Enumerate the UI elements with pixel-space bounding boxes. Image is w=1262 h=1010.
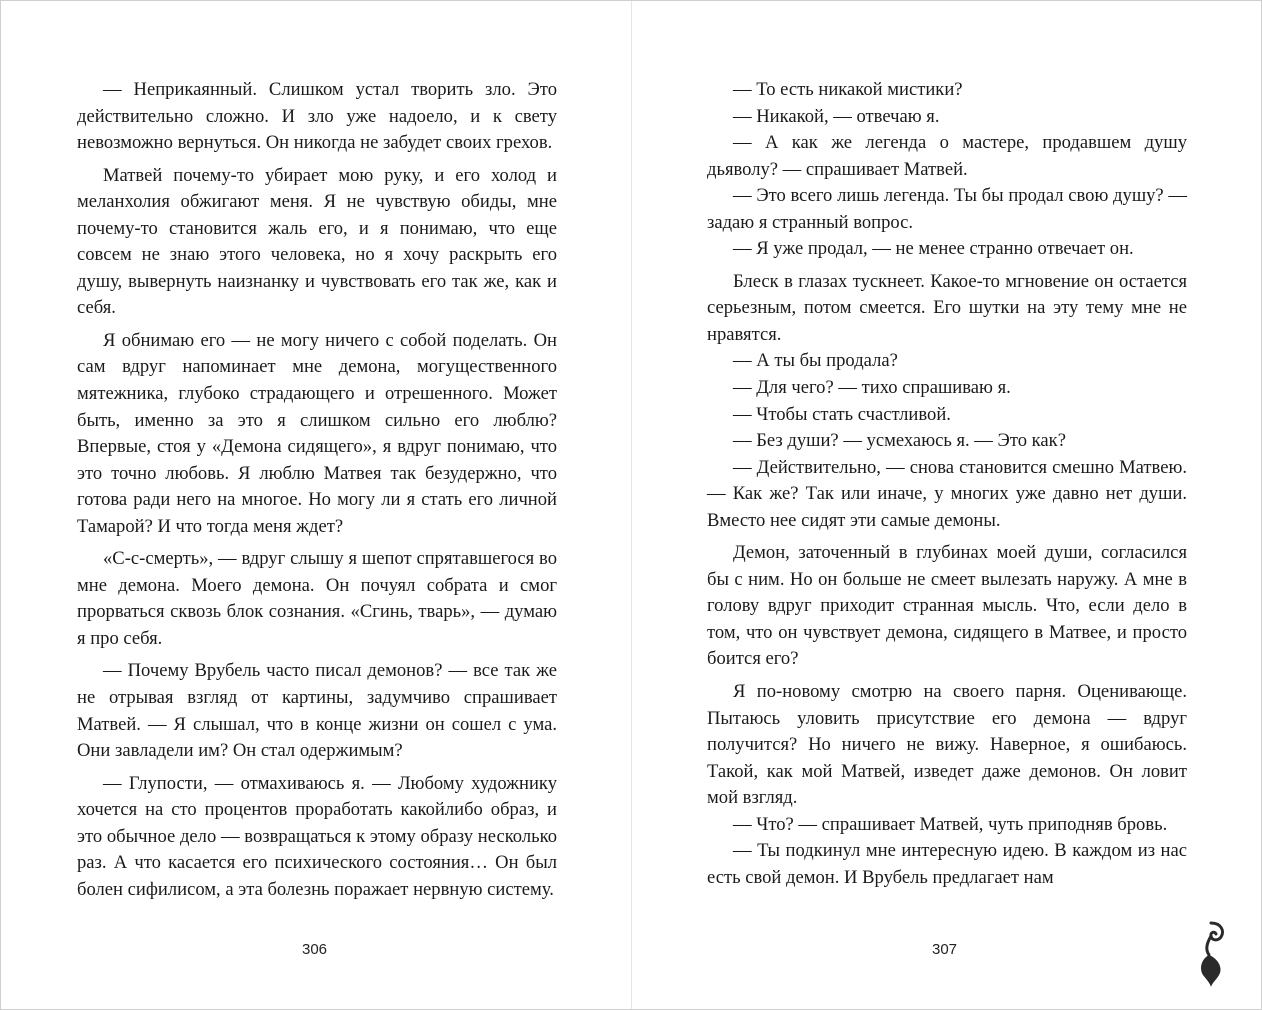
right-page-text bbox=[707, 77, 1187, 891]
paragraph: — Действительно, — снова становится смешно Матвею. — Как же? Так или иначе, у многих уже давно нет души. Вместо нее сидят эти самые демоны. bbox=[707, 456, 1187, 531]
paragraph: — Для чего? — тихо спрашиваю я. bbox=[733, 377, 1011, 399]
paragraph: — Что? — спрашивает Матвей, чуть приподняв бровь. bbox=[733, 813, 1168, 835]
paragraph: — Неприкаянный. Слишком устал творить зло. Это действительно сложно. И зло уже надоело, и к свету невозможно вернуться. Он никогда не забудет своих грехов. bbox=[77, 79, 557, 154]
paragraph: — А как же легенда о мастере, продавшем душу дьяволу? — спрашивает Матвей. bbox=[707, 132, 1187, 180]
paragraph: — То есть никакой мистики? bbox=[733, 79, 963, 100]
paragraph: — А ты бы продала? bbox=[733, 350, 898, 372]
left-page-text bbox=[77, 77, 557, 903]
paragraph: Блеск в глазах тускнеет. Какое-то мгновение он остается серьезным, потом смеется. Его шутки на эту тему мне не нравятся. bbox=[707, 270, 1187, 345]
paragraph: — Чтобы стать счастливой. bbox=[733, 403, 951, 425]
paragraph: — Без души? — усмехаюсь я. — Это как? bbox=[733, 430, 1066, 452]
paragraph: — Никакой, — отвечаю я. bbox=[733, 105, 940, 127]
paragraph: — Почему Врубель часто писал демонов? — все так же не отрывая взгляд от картины, задумчиво спрашивает Матвей. — Я слышал, что в конце жизни он сошел с ума. Они завладели им? Он стал одержимым? bbox=[77, 660, 557, 762]
gutter-divider bbox=[631, 1, 632, 1009]
paragraph: — Глупости, — отмахиваюсь я. — Любому художнику хочется на сто процентов проработать какойлибо образ, и это обычное дело — возвращаться к этому образу несколько раз. А что касается его психического состояния… Он был болен сифилисом, а эта болезнь поражает нервную систему. bbox=[77, 772, 557, 900]
paragraph: Я по-новому смотрю на своего парня. Оценивающе. Пытаюсь уловить присутствие его демона — вдруг получится? Но ничего не вижу. Наверное, я ошибаюсь. Такой, как мой Матвей, изведет даже демонов. Он ловит мой взгляд. bbox=[707, 681, 1187, 809]
paragraph: Матвей почему-то убирает мою руку, и его холод и меланхолия обжигают меня. Я не чувствую обиды, мне почему-то становится жаль его, и я понимаю, что еще совсем не знаю этого человека, но я хочу раскрыть его душу, вывернуть наизнанку и чувствовать его так же, как и себя. bbox=[77, 164, 557, 319]
paragraph: «С-с-смерть», — вдруг слышу я шепот спрятавшегося во мне демона. Моего демона. Он почуял собрата и смог прорваться сквозь блок сознания. «Сгинь, тварь», — думаю я про себя. bbox=[77, 548, 557, 649]
paragraph: Я обнимаю его — не могу ничего с собой поделать. Он сам вдруг напоминает мне демона, могущественного мятежника, глубоко страдающего и отрешенного. Может быть, именно за это я слишком сильно его люблю? Впервые, стоя у «Демона сидящего», я вдруг понимаю, что это точно любовь. Я люблю Матвея так безудержно, что готова ради него на многое. Но могу ли я стать его личной Тамарой? И что тогда меня ждет? bbox=[77, 329, 557, 537]
paragraph: — Ты подкинул мне интересную идею. В каждом из нас есть свой демон. И Врубель предлагает нам bbox=[707, 840, 1187, 888]
paragraph: Демон, заточенный в глубинах моей души, согласился бы с ним. Но он больше не смеет вылезать наружу. А мне в голову вдруг приходит странная мысль. Что, если дело в том, что он чувствует демона, сидящего в Матвее, и просто боится его? bbox=[707, 542, 1187, 670]
page-number-right: 307 bbox=[932, 941, 958, 958]
page-number-left: 306 bbox=[302, 941, 328, 958]
tail-ornament-icon bbox=[1191, 919, 1231, 989]
paragraph: — Это всего лишь легенда. Ты бы продал свою душу? — задаю я странный вопрос. bbox=[707, 185, 1187, 233]
paragraph: — Я уже продал, — не менее странно отвечает он. bbox=[733, 238, 1134, 260]
